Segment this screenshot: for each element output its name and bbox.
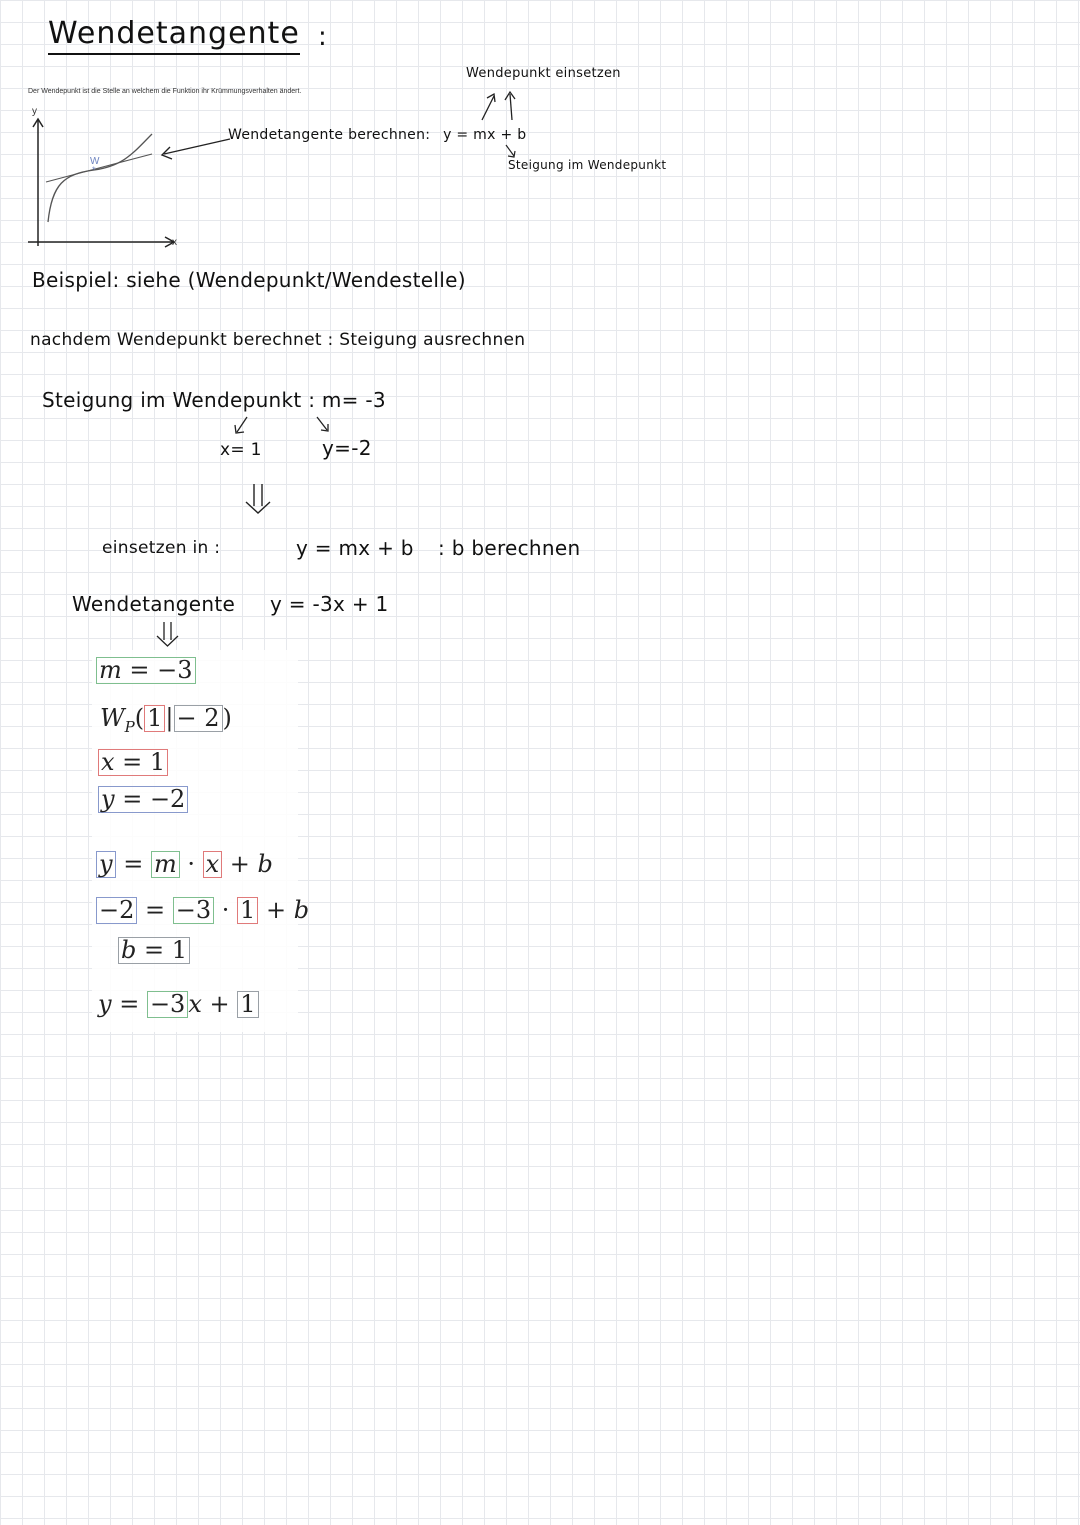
inflection-graph [24, 104, 184, 254]
split-arrows-icon [225, 414, 345, 438]
y-axis-label: y [32, 106, 37, 117]
beispiel-text: Beispiel: siehe (Wendepunkt/Wendestelle) [32, 268, 466, 292]
point-marker-icon: * [92, 165, 96, 175]
y-value: −2 [149, 785, 186, 813]
einsetzen-formula: y = mx + b [296, 536, 414, 560]
definition-text: Der Wendepunkt ist die Stelle an welchem die Funktion ihr Krümmungsverhalten ändert. [28, 88, 302, 95]
eq2-x: 1 [237, 897, 258, 924]
x-equation: x = 1 [98, 748, 168, 776]
wp-x: 1 [144, 705, 165, 732]
point-label: W [90, 156, 100, 167]
eq1-x: x [205, 850, 220, 878]
formula-text: y = mx + b [443, 127, 527, 143]
up-arrows-icon [474, 86, 524, 126]
y-label: y [101, 785, 115, 813]
m-eq: = [129, 656, 150, 684]
steigung-line: Steigung im Wendepunkt : m= -3 [42, 388, 386, 412]
b-value: 1 [171, 936, 188, 964]
final-x: x [188, 990, 202, 1018]
nachdem-text: nachdem Wendepunkt berechnet : Steigung ausrechnen [30, 330, 526, 350]
note-wendepunkt-einsetzen: Wendepunkt einsetzen [466, 66, 621, 81]
eq1-y: y [99, 850, 113, 878]
wendetangente-result: y = -3x + 1 [270, 592, 389, 616]
final-y: y [98, 990, 112, 1018]
x-value: 1 [149, 748, 166, 776]
final-b: 1 [237, 991, 258, 1018]
title-colon: : [318, 22, 328, 52]
b-berechnen-text: : b berechnen [438, 536, 581, 560]
x-axis-label: x [172, 237, 177, 248]
m-label: m [99, 656, 122, 684]
implies-arrow-small-icon [152, 620, 184, 650]
eq2-b: b [293, 896, 310, 924]
eq2-m: −3 [173, 897, 214, 924]
eq-substituted: −2 = −3 · 1 + b [96, 896, 309, 924]
y-value-text: y=-2 [322, 436, 372, 460]
wendetangente-label: Wendetangente [72, 592, 236, 616]
implies-arrow-icon [242, 482, 274, 516]
m-equation [96, 656, 196, 684]
eq1-m: m [153, 850, 177, 878]
page-title: Wendetangente [48, 16, 300, 55]
eq2-y: −2 [96, 897, 137, 924]
function-curve [48, 134, 152, 222]
einsetzen-in-text: einsetzen in : [102, 538, 221, 558]
y-equation: y = −2 [98, 785, 188, 813]
wp-sub: P [124, 717, 135, 736]
wp-label: W [100, 704, 125, 732]
note-steigung-im-wendepunkt: Steigung im Wendepunkt [508, 158, 667, 172]
wp-line: $W_P$( 1 | − 2 ) [100, 704, 232, 736]
eq1-b: b [257, 850, 273, 878]
wp-y: − 2 [174, 705, 223, 732]
eq-general: y = m · x + b [96, 850, 273, 878]
note-berechnen [228, 127, 526, 143]
x-value-text: x= 1 [220, 440, 262, 460]
b-equation: b = 1 [118, 936, 190, 964]
pointer-arrow-icon [150, 128, 240, 168]
berechnen-text: Wendetangente berechnen: [228, 127, 431, 143]
b-label: b [121, 936, 137, 964]
m-value: −3 [157, 656, 193, 684]
x-label: x [101, 748, 115, 776]
final-equation: y = −3 x + 1 [98, 990, 259, 1018]
final-m: −3 [147, 991, 188, 1018]
